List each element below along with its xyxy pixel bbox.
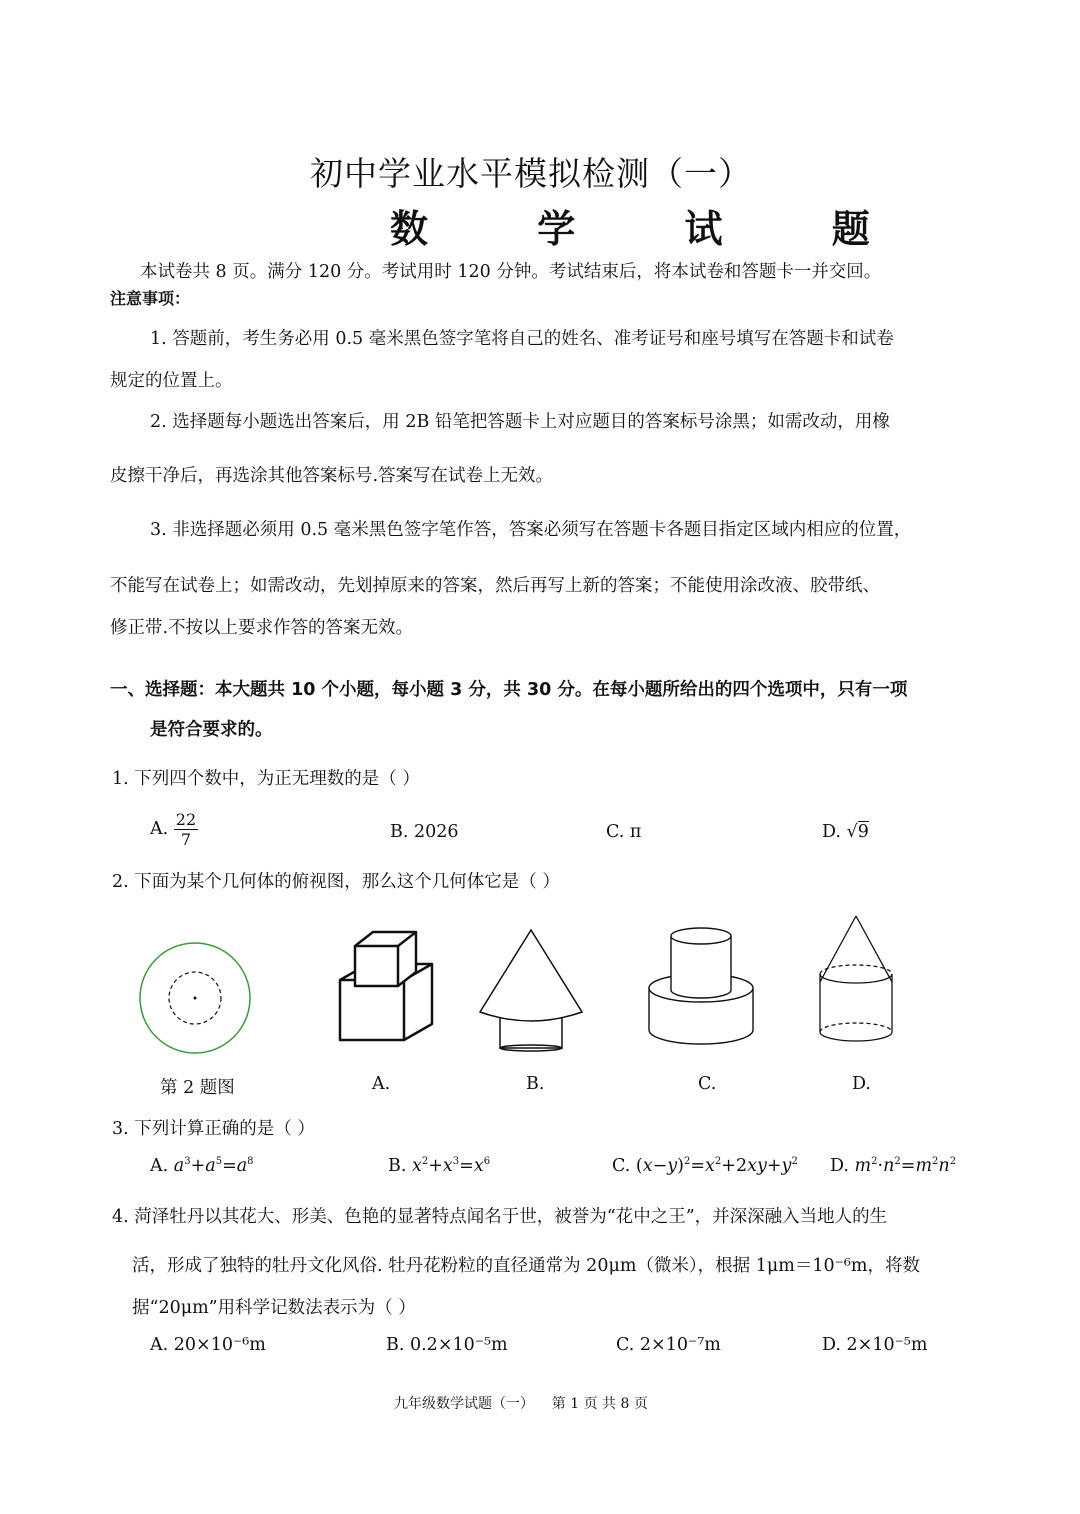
question-1-option-c: C. π <box>606 822 642 842</box>
question-3-option-d: D. $m^2\cdot n^2=m^2n^2$ <box>830 1156 957 1176</box>
solid-c-two-cylinders <box>645 924 757 1050</box>
question-4-option-b: B. 0.2×10⁻⁵m <box>386 1335 508 1355</box>
question-4-line-3: 据“20μm”用科学记数法表示为（ ） <box>132 1298 416 1318</box>
figure-caption: 第 2 题图 <box>160 1078 235 1098</box>
question-1-option-b: B. 2026 <box>390 822 459 842</box>
question-4-option-d: D. 2×10⁻⁵m <box>822 1335 928 1355</box>
section-1-heading: 一、选择题：本大题共 10 个小题，每小题 3 分，共 30 分。在每小题所给出的四个选项中，只有一项 <box>110 680 908 700</box>
solid-d-cone-on-cylinder <box>816 912 896 1052</box>
question-3-stem: 3. 下列计算正确的是（ ） <box>112 1119 315 1139</box>
notice-item-1-line-2: 规定的位置上。 <box>110 371 233 391</box>
option-a-label: A. <box>150 819 169 840</box>
subject-title: 数 学 试 题 <box>390 206 918 251</box>
solid-b-cone-on-cylinder <box>478 926 588 1056</box>
question-1-option-d <box>822 822 869 842</box>
narrow-cylinder-top <box>671 928 731 944</box>
fraction-numerator: 22 <box>175 810 197 829</box>
question-3-option-b: B. $x^2+x^3=x^6$ <box>388 1156 491 1176</box>
question-3-option-c: C. $(x-y)^2=x^2+2xy+y^2$ <box>612 1156 798 1176</box>
notice-item-3-line-2: 不能写在试卷上；如需改动，先划掉原来的答案，然后再写上新的答案；不能使用涂改液、胶带纸、 <box>110 576 880 596</box>
section-1-heading-cont: 是符合要求的。 <box>150 720 273 740</box>
notice-item-3-line-3: 修正带.不按以上要求作答的答案无效。 <box>110 618 414 638</box>
option-d-label: D. <box>822 822 841 842</box>
question-3-option-a: A. $a^3+a^5=a^8$ <box>150 1156 254 1176</box>
question-4-option-a: A. 20×10⁻⁶m <box>150 1335 266 1355</box>
question-4-line-1: 4. 菏泽牡丹以其花大、形美、色艳的显著特点闻名于世，被誉为“花中之王”，并深深融入当地人的生 <box>112 1207 888 1227</box>
cylinder-top-front <box>820 974 892 983</box>
solid-a-stacked-cubes <box>330 920 440 1060</box>
notice-item-3-line-1: 3. 非选择题必须用 0.5 毫米黑色签字笔作答，答案必须写在答题卡各题目指定区域内相应的位置， <box>150 520 912 540</box>
question-1-stem: 1. 下列四个数中，为正无理数的是（ ） <box>112 769 420 789</box>
page-footer: 九年级数学试题（一） 第 1 页 共 8 页 <box>394 1396 648 1412</box>
fraction <box>174 810 198 849</box>
notice-heading: 注意事项： <box>110 289 191 308</box>
question-2-stem: 2. 下面为某个几何体的俯视图，那么这个几何体它是（ ） <box>112 872 560 892</box>
cone <box>480 930 582 1021</box>
notice-item-2-line-2: 皮擦干净后，再选涂其他答案标号.答案写在试卷上无效。 <box>110 466 554 486</box>
notice-item-1-line-1: 1. 答题前，考生务必用 0.5 毫米黑色签字笔将自己的姓名、准考证号和座号填写在答题卡和试卷 <box>150 329 894 349</box>
fraction-denominator: 7 <box>180 830 192 850</box>
intro-text: 本试卷共 8 页。满分 120 分。考试用时 120 分钟。考试结束后，将本试卷和答题卡一并交回。 <box>140 262 882 282</box>
top-view-figure <box>130 940 260 1070</box>
question-4-option-c: C. 2×10⁻⁷m <box>616 1335 721 1355</box>
exam-title: 初中学业水平模拟检测（一） <box>310 154 752 193</box>
figure-label-d: D. <box>852 1074 871 1094</box>
cylinder-bottom-front <box>820 1032 892 1041</box>
question-4-line-2: 活，形成了独特的牡丹文化风俗. 牡丹花粉粒的直径通常为 20μm（微米），根据 1μm＝10⁻⁶m，将数 <box>132 1256 920 1276</box>
cone-right-edge <box>856 916 892 982</box>
hidden-top-edge <box>820 965 892 974</box>
figure-label-a: A. <box>372 1074 391 1094</box>
hidden-bottom-edge <box>820 1023 892 1032</box>
sqrt-icon: √ <box>846 822 858 842</box>
radicand: 9 <box>857 822 869 842</box>
center-dot <box>194 997 197 1000</box>
figure-label-b: B. <box>526 1074 545 1094</box>
question-1-option-a <box>150 810 198 849</box>
narrow-cylinder-body <box>671 936 731 998</box>
notice-item-2-line-1: 2. 选择题每小题选出答案后，用 2B 铅笔把答题卡上对应题目的答案标号涂黑；如需改动，用橡 <box>150 412 890 432</box>
figure-label-c: C. <box>698 1074 717 1094</box>
cone-left-edge <box>820 916 856 982</box>
